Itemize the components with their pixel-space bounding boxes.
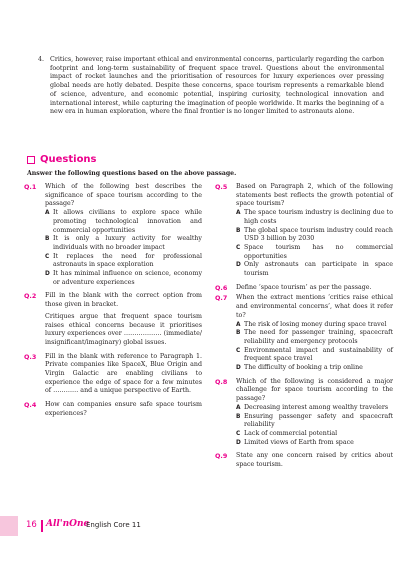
option-text: Lack of commercial potential: [244, 429, 338, 437]
option-text: Only astronauts can participate in space tourism: [244, 261, 393, 278]
questions-left-column: [24, 183, 202, 424]
option-letter: B: [236, 227, 241, 234]
option-letter: C: [45, 253, 50, 260]
option-item: [236, 404, 393, 413]
question-number: Q.4: [24, 401, 37, 410]
question-item: [215, 284, 393, 293]
question-number: Q.5: [215, 183, 228, 191]
option-letter: B: [45, 236, 50, 243]
brand-logo: All'nOne: [46, 519, 90, 529]
option-text: Limited views of Earth from space: [244, 438, 354, 446]
question-number: Q.1: [24, 183, 37, 191]
option-item: [236, 439, 393, 448]
option-text: The difficulty of booking a trip online: [244, 364, 363, 372]
option-letter: D: [236, 262, 241, 269]
option-item: [236, 364, 393, 373]
option-letter: D: [236, 365, 241, 372]
option-letter: B: [236, 413, 241, 420]
question-subtext: Critiques argue that frequent space tourism raises ethical concerns because it prioritises luxury experiences over ……………… (immediate/ insignificant/imaginary) global issues.: [45, 312, 202, 346]
footer-divider: [41, 520, 43, 532]
question-text: Define ‘space tourism’ as per the passage.: [236, 283, 372, 291]
question-number: Q.3: [24, 352, 37, 361]
option-letter: C: [236, 347, 241, 354]
option-letter: C: [236, 430, 241, 437]
instruction-text: Answer the following questions based on the above passage.: [27, 170, 237, 177]
question-number: Q.6: [215, 283, 228, 292]
option-item: [45, 209, 202, 235]
questions-heading: [27, 154, 97, 165]
option-letter: A: [236, 404, 241, 411]
option-text: The global space tourism industry could reach USD 3 billion by 2030: [244, 226, 393, 243]
option-letter: A: [45, 210, 50, 217]
checkbox-square-icon: [27, 156, 35, 164]
option-text: The risk of losing money during space travel: [244, 320, 387, 328]
option-item: [236, 244, 393, 261]
option-text: Environmental impact and sustainability of frequent space travel: [244, 346, 393, 363]
book-title: English Core 11: [86, 521, 141, 529]
page-number: 16: [26, 520, 37, 530]
question-item: [24, 401, 202, 418]
question-item: [215, 183, 393, 279]
question-text: How can companies ensure safe space tourism experiences?: [45, 401, 202, 417]
option-item: [45, 270, 202, 287]
option-item: [236, 261, 393, 278]
question-text: State any one concern raised by critics about space tourism.: [236, 452, 393, 469]
option-item: [236, 329, 393, 346]
question-number: Q.7: [215, 294, 228, 303]
question-text: Which of the following is considered a major challenge for space tourism according to the passage?: [236, 377, 393, 403]
paragraph-number: 4.: [38, 56, 45, 63]
question-text: Fill in the blank with reference to Paragraph 1. Private companies like SpaceX, Blue Origin and Virgin Galactic are enabling civilians to experience the edge of space for a few minutes of ………… and a unique perspective of Earth.: [45, 352, 202, 395]
option-text: Ensuring passenger safety and spacecraft reliability: [244, 412, 393, 429]
option-item: [236, 430, 393, 439]
option-item: [236, 347, 393, 364]
paragraph-text: Critics, however, raise important ethical and environmental concerns, particularly regarding the carbon footprint and long-term sustainability of frequent space travel. Questions about the environmental impact of rocket launches and the prioritisation of resources for luxury experiences over pressing global needs are hotly debated. Despite these concerns, space tourism represents a remarkable blend of science, adventure, and economic potential, inspiring curiosity, technological innovation and international interest, while capturing the imagination of people worldwide. It marks the beginning of a new era in human exploration, where the final frontier is no longer limited to astronauts alone.: [50, 56, 384, 116]
option-letter: A: [236, 321, 241, 328]
question-text: Fill in the blank with the correct option from those given in bracket.: [45, 292, 202, 309]
question-item: [24, 183, 202, 287]
page-footer: [0, 516, 416, 536]
question-item: [215, 294, 393, 372]
option-text: Decreasing interest among wealthy travelers: [244, 403, 389, 411]
footer-color-bar: [0, 516, 18, 536]
option-item: [45, 235, 202, 252]
option-item: [45, 253, 202, 270]
question-item: [24, 353, 202, 397]
option-letter: A: [236, 210, 241, 217]
option-text: Space tourism has no commercial opportunities: [244, 243, 393, 260]
question-text: Based on Paragraph 2, which of the following statements best reflects the growth potential of space tourism?: [236, 183, 393, 208]
option-item: [236, 227, 393, 244]
option-text: It replaces the need for professional astronauts in space exploration: [53, 252, 202, 269]
option-text: It is only a luxury activity for wealthy individuals with no broader impact: [53, 235, 202, 251]
question-number: Q.2: [24, 292, 37, 301]
option-item: [236, 413, 393, 430]
questions-right-column: [215, 183, 393, 475]
questions-title: Questions: [40, 154, 97, 165]
question-item: [24, 292, 202, 347]
option-letter: C: [236, 244, 241, 251]
passage-paragraph: [38, 56, 384, 117]
question-number: Q.9: [215, 452, 228, 461]
question-item: [215, 452, 393, 469]
option-text: It allows civilians to explore space while promoting technological innovation and commercial opportunities: [53, 209, 202, 234]
question-item: [215, 378, 393, 448]
option-item: [236, 321, 393, 330]
question-text: Which of the following best describes the significance of space tourism according to the passage?: [45, 183, 202, 208]
question-text: When the extract mentions ‘critics raise ethical and environmental concerns’, what does it refer to?: [236, 294, 393, 319]
question-number: Q.8: [215, 377, 228, 386]
option-letter: B: [236, 330, 241, 337]
option-letter: D: [45, 271, 50, 278]
option-text: The space tourism industry is declining due to high costs: [244, 209, 393, 225]
option-item: [236, 209, 393, 226]
option-letter: D: [236, 439, 241, 446]
option-text: It has minimal influence on science, economy or adventure experiences: [53, 270, 202, 286]
option-text: The need for passenger training, spacecraft reliability and emergency protocols: [244, 329, 393, 345]
